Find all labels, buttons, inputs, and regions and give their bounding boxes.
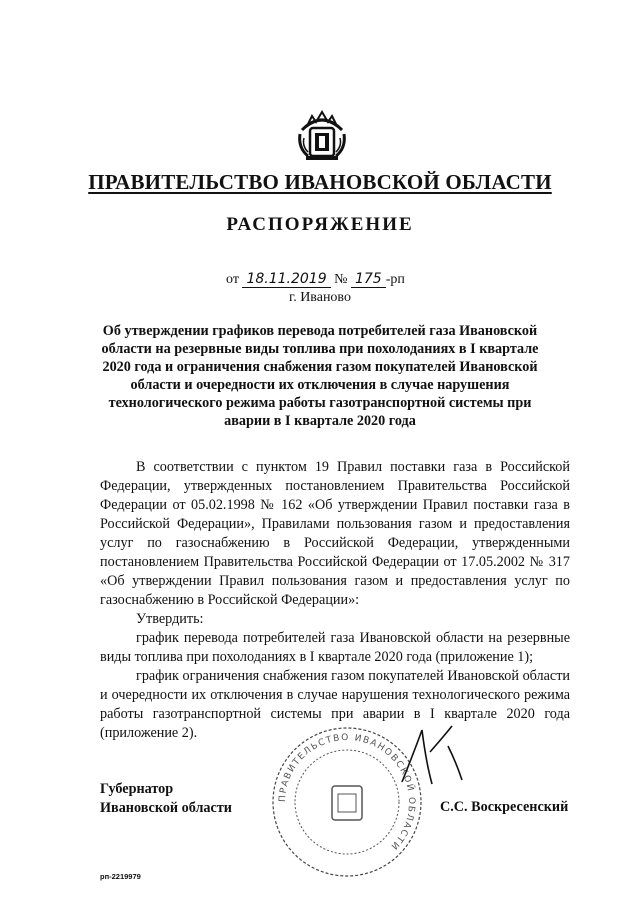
handwritten-signature <box>392 722 472 790</box>
date-number-line <box>226 272 405 288</box>
document-type-title: РАСПОРЯЖЕНИЕ <box>226 214 414 235</box>
signatory-role-line1: Губернатор <box>100 781 174 797</box>
body-paragraph-schedule-1: график перевода потребителей газа Ивановской области на резервные виды топлива при похолоданиях в I квартале 2020 года (приложение 1); <box>100 630 570 665</box>
number-suffix: -рп <box>385 272 405 287</box>
document-code: рп-2219979 <box>100 872 141 881</box>
document-date: 18.11.2019 <box>242 272 330 288</box>
body-paragraph-approve: Утвердить: <box>136 611 204 627</box>
signatory-name: С.С. Воскресенский <box>440 799 569 815</box>
coat-of-arms-emblem <box>294 108 350 164</box>
document-subject: Об утверждении графиков перевода потребителей газа Ивановской области на резервные виды топлива при похолоданиях в I квартале 2020 года и ограничения снабжения газом покупателей Ивановской области и очередности их отключения в случае нарушения технологического режима работы газотранспортной системы при аварии в I квартале 2020 года <box>101 323 539 429</box>
date-prefix: от <box>226 272 239 287</box>
signatory-role-line2: Ивановской области <box>100 800 232 816</box>
seal-text: ПРАВИТЕЛЬСТВО ИВАНОВСКОЙ ОБЛАСТИ <box>277 732 417 852</box>
number-prefix: № <box>334 272 348 287</box>
document-number: 175 <box>351 272 386 288</box>
body-paragraph-basis: В соответствии с пунктом 19 Правил поставки газа в Российской Федерации, утвержденных постановлением Правительства Российской Федерации от 05.02.1998 № 162 «Об утверждении Правил поставки газа в Российской Федерации», Правилами пользования газом и предоставления услуг по газоснабжению в Российской Федерации, утвержденными постановлением Правительства Российской Федерации от 17.05.2002 № 317 «Об утверждении Правил пользования газом и предоставления услуг по газоснабжению в Российской Федерации»: <box>100 459 570 608</box>
government-title: ПРАВИТЕЛЬСТВО ИВАНОВСКОЙ ОБЛАСТИ <box>88 170 552 194</box>
document-body <box>100 458 570 743</box>
body-paragraph-schedule-2: график ограничения снабжения газом покупателей Ивановской области и очередности их отключения в случае нарушения технологического режима работы газотранспортной системы при аварии в I квартале 2020 года (приложение 2). <box>100 668 570 741</box>
signatory-role <box>100 780 232 818</box>
city: г. Иваново <box>289 290 351 305</box>
